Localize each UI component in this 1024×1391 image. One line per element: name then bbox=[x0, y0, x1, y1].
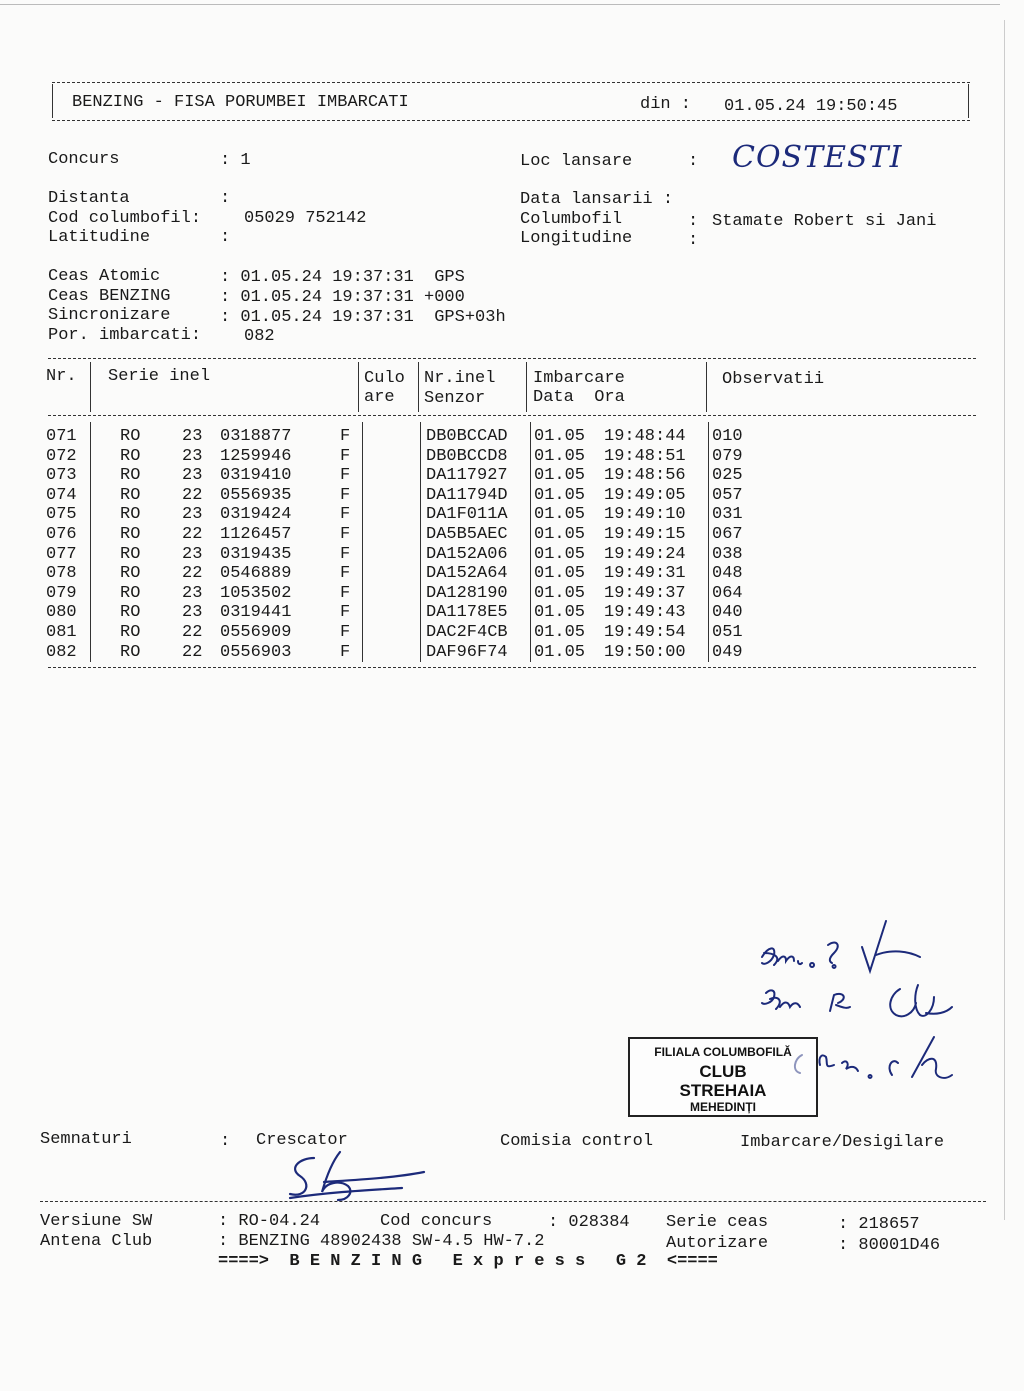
row-observation: 038 bbox=[712, 544, 743, 564]
antena-club-label: Antena Club bbox=[40, 1232, 153, 1251]
row-year: 23 bbox=[182, 583, 203, 603]
row-ring-number: 1126457 bbox=[220, 525, 292, 544]
row-sensor-ring: DB0BCCAD bbox=[426, 427, 508, 446]
row-time: 19:49:10 bbox=[604, 505, 686, 525]
row-ring-number: 1259946 bbox=[220, 446, 292, 466]
stamp-line-1: FILIALA COLUMBOFILĂ bbox=[654, 1045, 792, 1059]
row-nr: 079 bbox=[46, 583, 77, 603]
row-time: 19:48:51 bbox=[604, 446, 686, 466]
row-time: 19:48:56 bbox=[604, 466, 686, 486]
ceas-benzing-value: : 01.05.24 19:37:31 +000 bbox=[220, 288, 465, 307]
row-year: 23 bbox=[182, 446, 203, 466]
table-col-divider-1 bbox=[90, 362, 91, 412]
distanta-label: Distanta bbox=[48, 189, 130, 208]
row-date: 01.05 bbox=[534, 525, 586, 544]
row-date: 01.05 bbox=[534, 427, 586, 446]
row-observation: 010 bbox=[712, 427, 743, 446]
row-ring-number: 0556909 bbox=[220, 623, 292, 642]
row-sex: F bbox=[340, 427, 351, 446]
row-observation: 025 bbox=[712, 466, 743, 486]
row-sensor-ring: DA11794D bbox=[426, 485, 508, 505]
table-body-divider-3 bbox=[420, 422, 421, 662]
club-stamp bbox=[628, 1037, 818, 1117]
row-sensor-ring: DA152A64 bbox=[426, 564, 508, 584]
row-time: 19:49:54 bbox=[604, 623, 686, 642]
col-header-nr-inel-2: Senzor bbox=[424, 389, 486, 408]
row-nr: 078 bbox=[46, 564, 77, 584]
ceas-atomic-value: : 01.05.24 19:37:31 GPS bbox=[220, 268, 465, 287]
col-header-nr-inel-1: Nr.inel bbox=[424, 369, 496, 388]
row-ring-number: 0319435 bbox=[220, 544, 292, 564]
comisia-control-label: Comisia control bbox=[500, 1132, 654, 1151]
col-header-serie-inel: Serie inel bbox=[108, 367, 211, 386]
table-body-divider-4 bbox=[530, 422, 531, 662]
row-date: 01.05 bbox=[534, 564, 586, 584]
row-nr: 073 bbox=[46, 466, 77, 486]
row-sensor-ring: DA1178E5 bbox=[426, 603, 508, 623]
loc-lansare-handwritten: COSTESTI bbox=[732, 140, 903, 175]
row-nr: 072 bbox=[46, 446, 77, 466]
row-time: 19:50:00 bbox=[604, 642, 686, 662]
row-ring-number: 1053502 bbox=[220, 583, 292, 603]
row-observation: 040 bbox=[712, 603, 743, 623]
col-header-observatii: Observatii bbox=[722, 370, 825, 389]
row-year: 22 bbox=[182, 485, 203, 505]
latitudine-label: Latitudine bbox=[48, 228, 151, 247]
table-bottom-rule bbox=[48, 667, 976, 668]
document-title: BENZING - FISA PORUMBEI IMBARCATI bbox=[72, 93, 409, 112]
table-body-divider-2 bbox=[362, 422, 363, 662]
row-date: 01.05 bbox=[534, 583, 586, 603]
row-observation: 031 bbox=[712, 505, 743, 525]
row-country: RO bbox=[120, 583, 141, 603]
row-date: 01.05 bbox=[534, 485, 586, 505]
row-time: 19:49:43 bbox=[604, 603, 686, 623]
cod-concurs-value: : 028384 bbox=[548, 1213, 630, 1232]
autorizare-label: Autorizare bbox=[666, 1234, 769, 1253]
row-sensor-ring: DA117927 bbox=[426, 466, 508, 486]
row-sex: F bbox=[340, 466, 351, 486]
row-time: 19:49:31 bbox=[604, 564, 686, 584]
semnaturi-sep: : bbox=[220, 1132, 231, 1151]
antena-club-value: : BENZING 48902438 SW-4.5 HW-7.2 bbox=[218, 1232, 545, 1251]
stamp-line-4: MEHEDINȚI bbox=[690, 1100, 756, 1114]
row-observation: 064 bbox=[712, 583, 743, 603]
loc-lansare-sep: : bbox=[688, 152, 699, 171]
row-country: RO bbox=[120, 427, 141, 446]
cod-columbofil-label: Cod columbofil: bbox=[48, 209, 202, 228]
table-col-divider-3 bbox=[418, 362, 419, 412]
por-imbarcati-label: Por. imbarcati: bbox=[48, 326, 202, 345]
autorizare-value: : 80001D46 bbox=[838, 1236, 941, 1255]
row-nr: 077 bbox=[46, 544, 77, 564]
row-year: 22 bbox=[182, 525, 203, 544]
row-date: 01.05 bbox=[534, 642, 586, 662]
row-sex: F bbox=[340, 544, 351, 564]
cod-columbofil-value: 05029 752142 bbox=[244, 209, 367, 228]
row-date: 01.05 bbox=[534, 446, 586, 466]
row-sensor-ring: DAF96F74 bbox=[426, 642, 508, 662]
row-sex: F bbox=[340, 564, 351, 584]
row-ring-number: 0319424 bbox=[220, 505, 292, 525]
row-sex: F bbox=[340, 446, 351, 466]
row-year: 22 bbox=[182, 564, 203, 584]
col-header-imbarcare-2: Data Ora bbox=[533, 388, 625, 407]
row-nr: 082 bbox=[46, 642, 77, 662]
row-sex: F bbox=[340, 583, 351, 603]
table-col-divider-4 bbox=[526, 362, 527, 412]
row-observation: 067 bbox=[712, 525, 743, 544]
table-top-rule bbox=[48, 358, 976, 359]
row-sensor-ring: DAC2F4CB bbox=[426, 623, 508, 642]
row-time: 19:49:37 bbox=[604, 583, 686, 603]
imbarcare-desigilare-label: Imbarcare/Desigilare bbox=[740, 1133, 945, 1152]
row-sensor-ring: DB0BCCD8 bbox=[426, 446, 508, 466]
row-year: 22 bbox=[182, 642, 203, 662]
row-time: 19:49:15 bbox=[604, 525, 686, 544]
row-sensor-ring: DA1F011A bbox=[426, 505, 508, 525]
row-country: RO bbox=[120, 446, 141, 466]
sincronizare-value: : 01.05.24 19:37:31 GPS+03h bbox=[220, 308, 506, 327]
row-time: 19:48:44 bbox=[604, 427, 686, 446]
table-col-divider-2 bbox=[358, 362, 359, 412]
title-box-left bbox=[52, 84, 53, 118]
crescator-label: Crescator bbox=[256, 1131, 348, 1150]
stamp-line-3: STREHAIA bbox=[679, 1081, 767, 1100]
concurs-value: : 1 bbox=[220, 151, 251, 170]
row-year: 23 bbox=[182, 544, 203, 564]
versiune-sw-value: : RO-04.24 bbox=[218, 1212, 321, 1231]
ceas-benzing-label: Ceas BENZING bbox=[48, 287, 171, 306]
row-nr: 071 bbox=[46, 427, 77, 446]
cod-concurs-label: Cod concurs bbox=[380, 1212, 493, 1231]
ceas-atomic-label: Ceas Atomic bbox=[48, 267, 161, 286]
sincronizare-label: Sincronizare bbox=[48, 306, 171, 325]
row-nr: 080 bbox=[46, 603, 77, 623]
data-lansarii-label: Data lansarii : bbox=[520, 190, 674, 209]
row-country: RO bbox=[120, 525, 141, 544]
columbofil-sep: : bbox=[688, 212, 699, 231]
col-header-imbarcare-1: Imbarcare bbox=[533, 369, 625, 388]
row-date: 01.05 bbox=[534, 466, 586, 486]
col-header-culoare-2: are bbox=[364, 388, 395, 407]
table-body-divider-1 bbox=[90, 422, 91, 662]
latitudine-value: : bbox=[220, 228, 231, 247]
col-header-culoare-1: Culo bbox=[364, 369, 405, 388]
table-body-divider-5 bbox=[708, 422, 709, 662]
row-sex: F bbox=[340, 525, 351, 544]
row-ring-number: 0319441 bbox=[220, 603, 292, 623]
row-ring-number: 0318877 bbox=[220, 427, 292, 446]
row-country: RO bbox=[120, 485, 141, 505]
row-country: RO bbox=[120, 603, 141, 623]
row-year: 23 bbox=[182, 603, 203, 623]
row-country: RO bbox=[120, 466, 141, 486]
longitudine-label: Longitudine bbox=[520, 229, 633, 248]
row-nr: 076 bbox=[46, 525, 77, 544]
row-country: RO bbox=[120, 642, 141, 662]
row-date: 01.05 bbox=[534, 544, 586, 564]
row-sensor-ring: DA152A06 bbox=[426, 544, 508, 564]
columbofil-label: Columbofil bbox=[520, 210, 623, 229]
concurs-label: Concurs bbox=[48, 150, 120, 169]
row-sensor-ring: DA5B5AEC bbox=[426, 525, 508, 544]
row-sex: F bbox=[340, 505, 351, 525]
row-observation: 051 bbox=[712, 623, 743, 642]
table-col-divider-5 bbox=[706, 362, 707, 412]
row-time: 19:49:24 bbox=[604, 544, 686, 564]
stamp-line-2: CLUB bbox=[699, 1062, 747, 1081]
row-ring-number: 0556935 bbox=[220, 485, 292, 505]
row-nr: 074 bbox=[46, 485, 77, 505]
footer-rule bbox=[40, 1201, 986, 1202]
row-observation: 048 bbox=[712, 564, 743, 584]
row-year: 22 bbox=[182, 623, 203, 642]
row-year: 23 bbox=[182, 505, 203, 525]
row-ring-number: 0319410 bbox=[220, 466, 292, 486]
row-observation: 049 bbox=[712, 642, 743, 662]
row-year: 23 bbox=[182, 466, 203, 486]
row-observation: 079 bbox=[712, 446, 743, 466]
row-date: 01.05 bbox=[534, 505, 586, 525]
scan-top-edge bbox=[0, 4, 1000, 5]
longitudine-sep: : bbox=[688, 231, 699, 250]
din-label: din : bbox=[640, 95, 692, 114]
col-header-nr: Nr. bbox=[46, 367, 77, 386]
row-country: RO bbox=[120, 544, 141, 564]
row-date: 01.05 bbox=[534, 623, 586, 642]
row-country: RO bbox=[120, 623, 141, 642]
row-nr: 081 bbox=[46, 623, 77, 642]
row-time: 19:49:05 bbox=[604, 485, 686, 505]
row-country: RO bbox=[120, 564, 141, 584]
title-box-right bbox=[968, 84, 969, 118]
row-ring-number: 0546889 bbox=[220, 564, 292, 584]
serie-ceas-label: Serie ceas bbox=[666, 1213, 769, 1232]
din-value: 01.05.24 19:50:45 bbox=[724, 97, 898, 116]
row-sex: F bbox=[340, 603, 351, 623]
columbofil-value: Stamate Robert si Jani bbox=[712, 212, 937, 231]
title-box-top bbox=[52, 82, 970, 83]
row-sex: F bbox=[340, 623, 351, 642]
row-nr: 075 bbox=[46, 505, 77, 525]
row-sex: F bbox=[340, 485, 351, 505]
loc-lansare-label: Loc lansare bbox=[520, 152, 633, 171]
row-ring-number: 0556903 bbox=[220, 642, 292, 662]
benzing-express-banner: ====> B E N Z I N G E x p r e s s G 2 <==== bbox=[218, 1252, 718, 1271]
row-sex: F bbox=[340, 642, 351, 662]
distanta-value: : bbox=[220, 189, 231, 208]
row-observation: 057 bbox=[712, 485, 743, 505]
row-sensor-ring: DA128190 bbox=[426, 583, 508, 603]
table-header-rule bbox=[48, 415, 976, 416]
row-year: 23 bbox=[182, 427, 203, 446]
versiune-sw-label: Versiune SW bbox=[40, 1212, 153, 1231]
row-date: 01.05 bbox=[534, 603, 586, 623]
por-imbarcati-value: 082 bbox=[244, 327, 275, 346]
serie-ceas-value: : 218657 bbox=[838, 1215, 920, 1234]
row-country: RO bbox=[120, 505, 141, 525]
semnaturi-label: Semnaturi bbox=[40, 1130, 132, 1149]
title-box-bottom bbox=[52, 120, 970, 121]
